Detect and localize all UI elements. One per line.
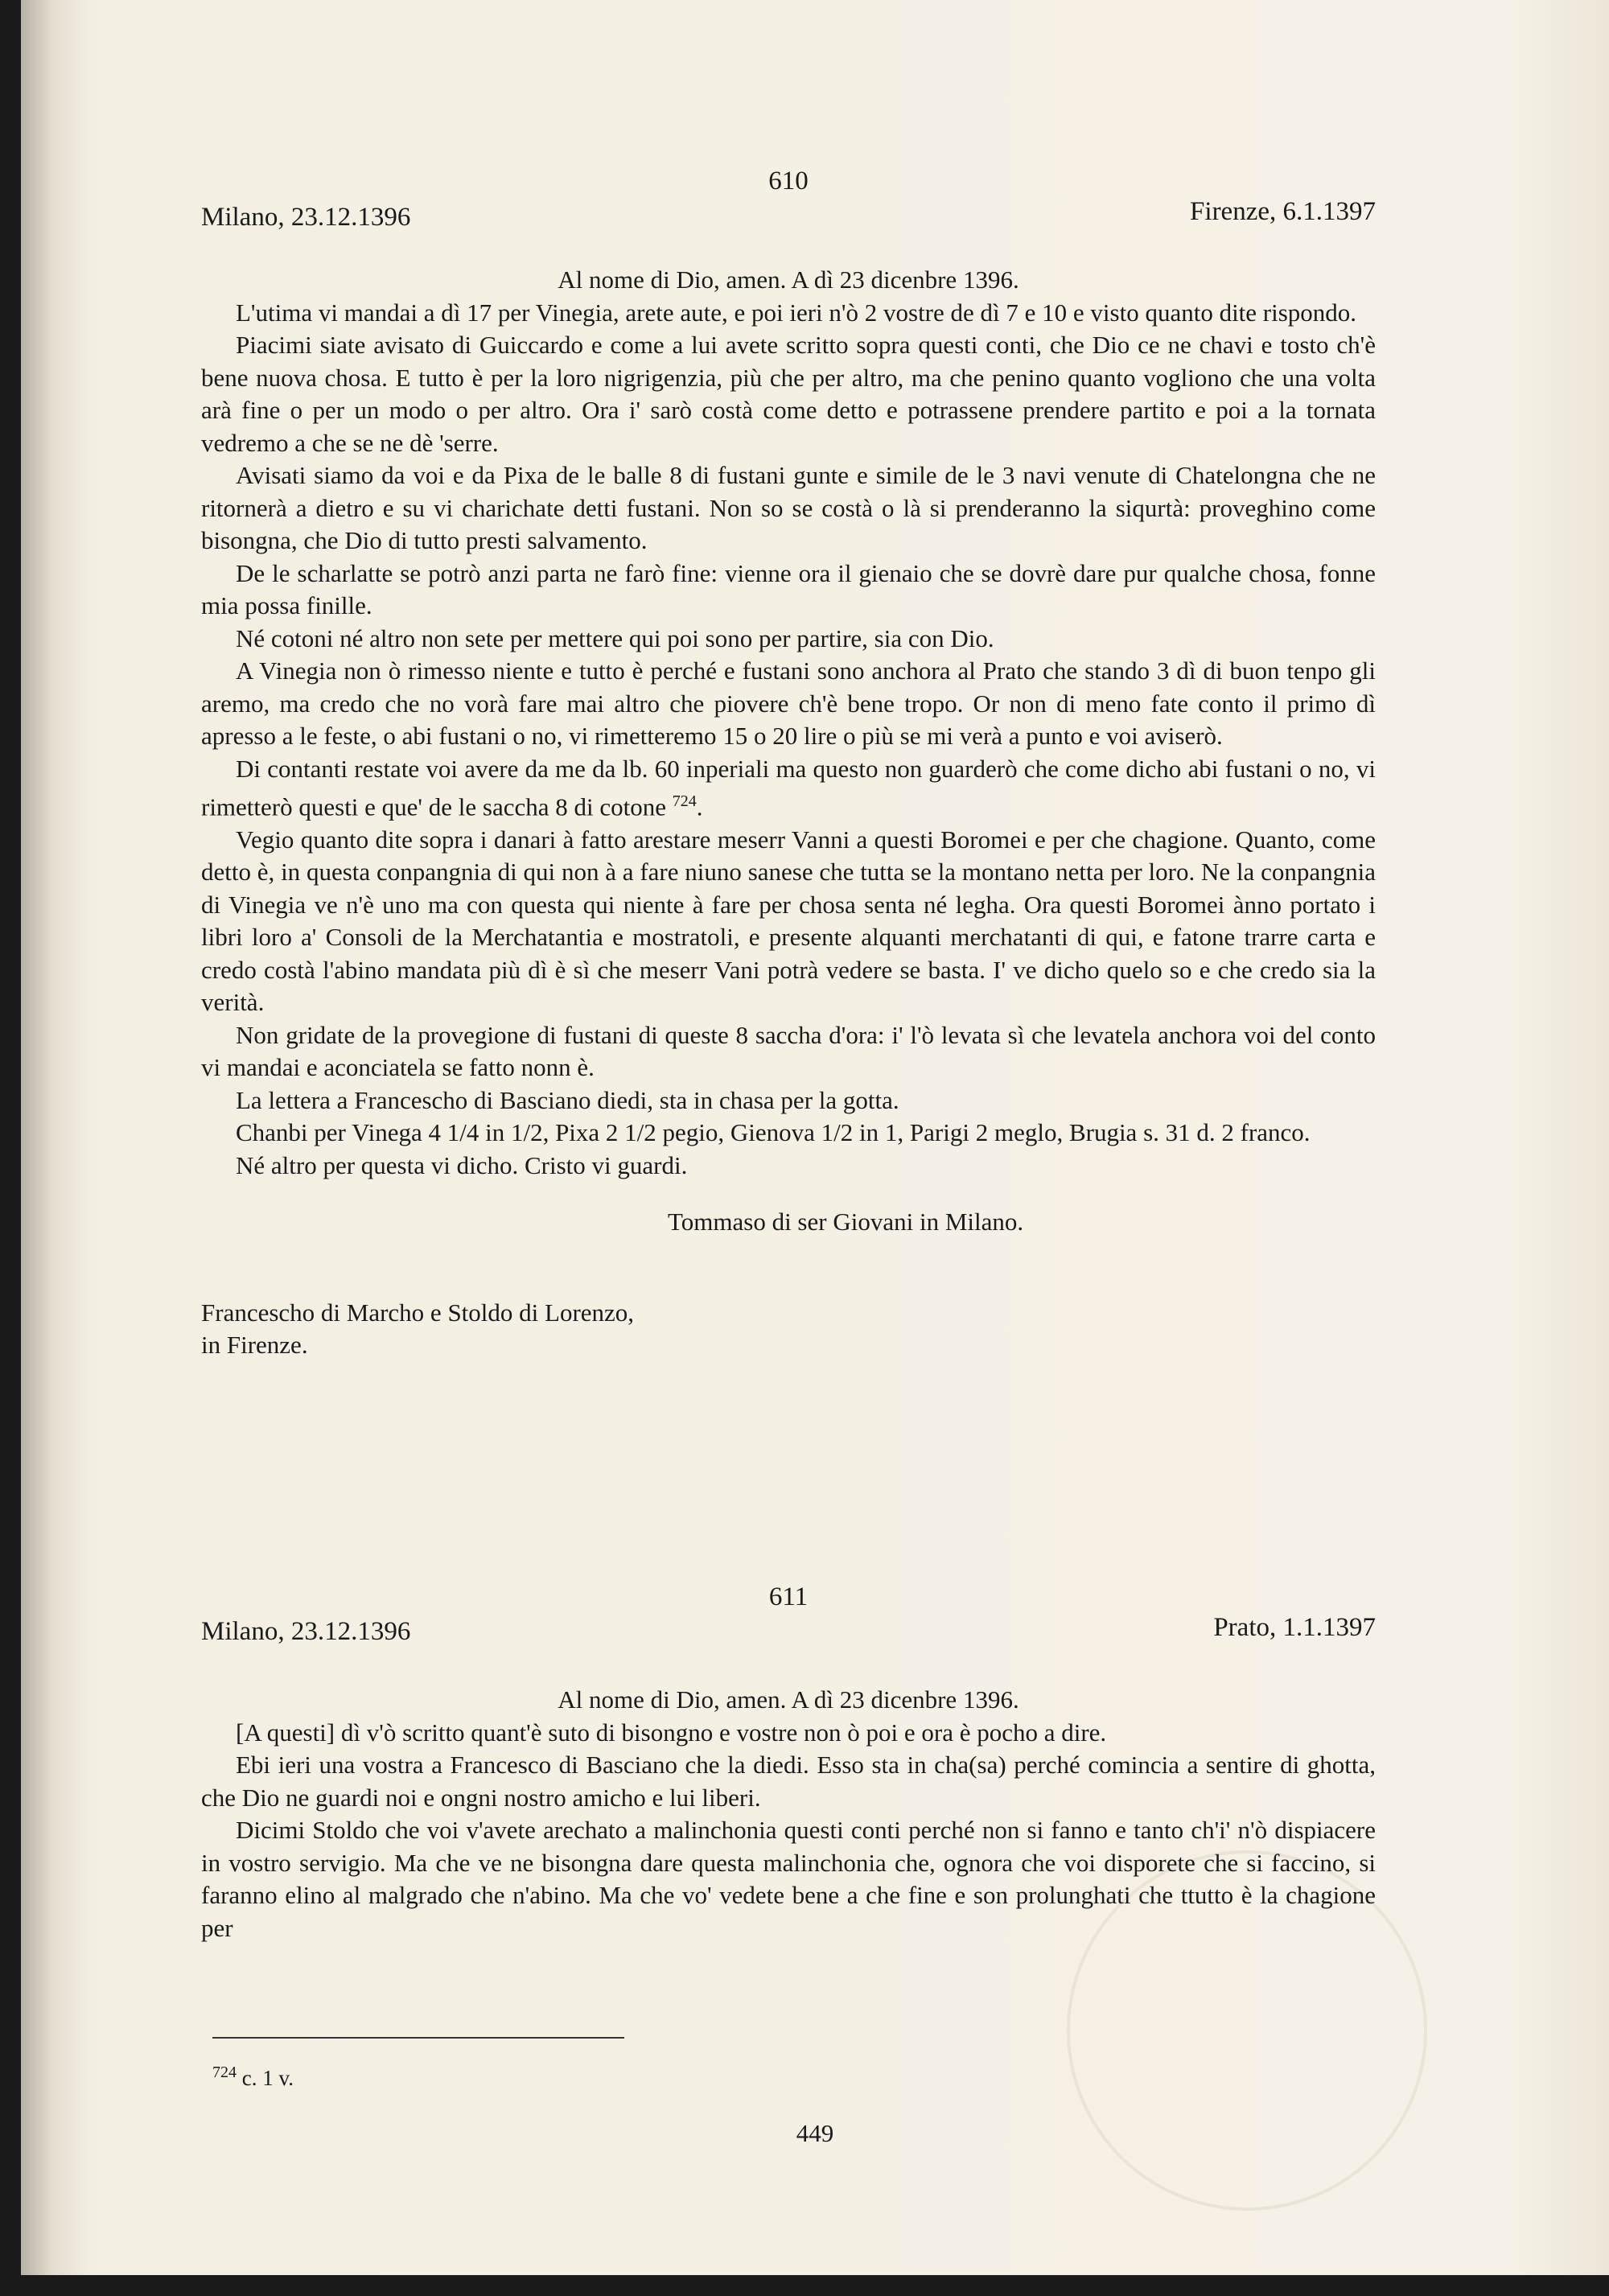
footnote-number: 724 — [212, 2064, 237, 2081]
footnote — [212, 2064, 294, 2091]
paragraph: Avisati siamo da voi e da Pixa de le balle 8 di fustani gunte e simile de le 3 navi venute di Chatelongna che ne ritornerà a dietro e su vi charichate detti fustani. Non so se costà o là si prenderanno la siqurtà: proveghino come bisongna, che Dio di tutto presti salvamento. — [201, 461, 1376, 554]
paragraph: La lettera a Francescho di Basciano diedi, sta in chasa per la gotta. — [236, 1085, 899, 1114]
letter-origin: Milano, 23.12.1396 — [201, 203, 411, 232]
letter-number: 611 — [768, 1582, 809, 1611]
paragraph-footnoted: Di contanti restate voi avere da me da lb. 60 inperiali ma questo non guarderò che come dicho abi fustani o no, vi rimetterò questi e que' de le saccha 8 di cotone $^{724}$. — [201, 754, 1376, 821]
paragraph: L'utima vi mandai a dì 17 per Vinegia, arete aute, e poi ieri n'ò 2 vostre de dì 7 e 10 e visto quanto dite rispondo. — [236, 298, 1357, 327]
footnote-ref: 724 — [672, 792, 697, 810]
page-number: 449 — [796, 2119, 834, 2147]
paragraph: Né cotoni né altro non sete per mettere qui poi sono per partire, sia con Dio. — [236, 623, 994, 652]
letter-origin: Milano, 23.12.1396 — [201, 1617, 411, 1646]
footnote-divider — [212, 2037, 624, 2039]
signature: Tommaso di ser Giovani in Milano. — [668, 1208, 1024, 1236]
invocation: Al nome di Dio, amen. A dì 23 dicenbre 1396. — [558, 1685, 1019, 1714]
letter-610 — [201, 165, 1376, 1362]
letter-destination: Prato, 1.1.1397 — [1213, 1613, 1376, 1642]
paragraph-text: Di contanti restate voi avere da me da lb. 60 inperiali ma questo non guarderò che come dicho abi fustani o no, vi rimetterò questi e que' de le saccha 8 di cotone — [201, 754, 1376, 821]
address-line: in Firenze. — [201, 1331, 308, 1360]
paragraph: A Vinegia non ò rimesso niente e tutto è perché e fustani sono anchora al Prato che stando 3 dì di buon tenpo gli aremo, ma credo che no vorà fare mai altro che piovere ch'è bene tropo. Or non di meno fate conto il primo dì apresso a le feste, o abi fustani o no, vi rimetteremo 15 o 20 lire o più se mi verà a punto e voi aviserò. — [201, 656, 1376, 750]
letter-611 — [201, 1581, 1376, 1944]
invocation: Al nome di Dio, amen. A dì 23 dicenbre 1396. — [558, 265, 1019, 294]
paragraph: Ebi ieri una vostra a Francesco di Basciano che la diedi. Esso sta in cha(sa) perché comincia a sentire di ghotta, che Dio ne guardi noi e ongni nostro amicho e lui liberi. — [201, 1751, 1376, 1812]
paragraph: Vegio quanto dite sopra i danari à fatto arestare meserr Vanni a questi Boromei e per che chagione. Quanto, come detto è, in questa conpangnia di qui non à a fare niuno sanese che tutta se la montano netta per loro. Ne la conpangnia di Vinegia ve n'è uno ma con questa qui niente à fare per chosa senta né legha. Ora questi Boromei ànno portato i libri loro a' Consoli de la Merchatantia e mostratoli, e presente alquanti merchatanti di qui, e fatone trarre carta e credo costà l'abino mandata più dì è sì che meserr Vani potrà vedere se basta. I' ve dicho quelo so e che credo sia la verità. — [201, 825, 1376, 1017]
letter-destination: Firenze, 6.1.1397 — [1190, 197, 1376, 226]
address-line: Francescho di Marcho e Stoldo di Lorenzo, — [201, 1298, 635, 1327]
paragraph: [A questi] dì v'ò scritto quant'è suto di bisongno e vostre non ò poi e ora è pocho a dire. — [236, 1718, 1107, 1747]
paragraph: Chanbi per Vinega 4 1/4 in 1/2, Pixa 2 1/2 pegio, Gienova 1/2 in 1, Parigi 2 meglo, Brugia s. 31 d. 2 franco. — [236, 1118, 1311, 1147]
paragraph: Dicimi Stoldo che voi v'avete arechato a malinchonia questi conti perché non si fanno e tanto ch'i' n'ò dispiacere in vostro servigio. Ma che ve ne bisongna dare questa malinchonia che, ognora che voi disporete che si faccino, si faranno elino al malgrado che n'abino. Ma che vo' vedete bene a che fine e son prolunghati che ttutto è la chagione per — [201, 1816, 1376, 1942]
letter-number: 610 — [768, 167, 809, 195]
paragraph: Né altro per questa vi dicho. Cristo vi guardi. — [236, 1150, 688, 1179]
paragraph: Piacimi siate avisato di Guiccardo e come a lui avete scritto sopra questi conti, che Dio ce ne chavi e tosto ch'è bene nuova chosa. E tutto è per la loro nigrigenzia, più che per altro, ma che penino quanto vogliono che una volta arà fine o per un modo o per altro. Ora i' sarò costà come detto e potrassene prendere partito e poi a la tornata vedremo a che se ne dè 'serre. — [201, 331, 1376, 457]
paragraph: Non gridate de la provegione di fustani di queste 8 saccha d'ora: i' l'ò levata sì che levatela anchora voi del conto vi mandai e aconciatela se fatto nonn è. — [201, 1020, 1376, 1082]
book-page — [21, 0, 1609, 2275]
footnote-text: c. 1 v. — [241, 2066, 294, 2090]
paragraph: De le scharlatte se potrò anzi parta ne farò fine: vienne ora il gienaio che se dovrè dare pur qualche chosa, fonne mia possa finille. — [201, 558, 1376, 619]
